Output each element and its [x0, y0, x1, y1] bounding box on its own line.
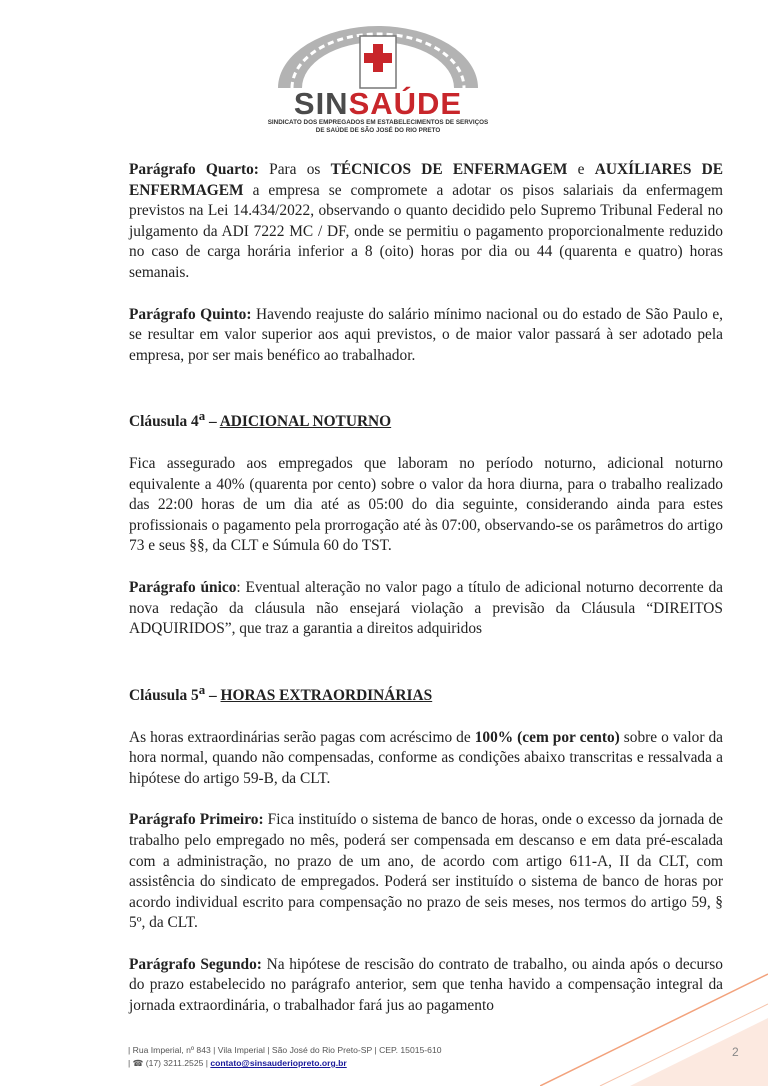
page-footer [128, 1044, 568, 1070]
text-run: Fica instituído o sistema de banco de horas, onde o excesso da jornada de trabalho pelo empregado no mês, poderá ser compensada em descanso e em data pré-escalada com a administração, no prazo de um ano, de acordo com artigo 611-A, II da CLT, com assistência do sindicato de empregados. Poderá ser instituído o sistema de banco de horas por acordo individual escrito para compensação no prazo de seis meses, nos termos do artigo 59, § 5º, da CLT. [129, 811, 723, 932]
paragrafo-unico [129, 578, 723, 640]
clausula-5-title: HORAS EXTRAORDINÁRIAS [220, 686, 433, 704]
logo-subtitle-line2: DE SAÚDE DE SÃO JOSÉ DO RIO PRETO [315, 127, 441, 134]
bold-auxiliares: AUXÍLIARES DE ENFERMAGEM [129, 161, 724, 199]
text-run: a empresa se compromete a adotar os pisos salariais da enfermagem previstos na Lei 14.434/2022, observando o quanto decidido pelo Supremo Tribunal Federal no julgamento da ADI 7222 MC / DF, onde se permitiu o pagamento proporcionalmente reduzido no caso de carga horária inferior a 8 (oito) horas por dia ou 44 (quarenta e quatro) horas semanais. [129, 181, 723, 281]
clausula-4-prefix: Cláusula 4 [129, 413, 199, 431]
footer-phone: (17) 3211.2525 | [143, 1058, 211, 1068]
heading-dash: – [205, 413, 220, 431]
text-run: As horas extraordinárias serão pagas com acréscimo de [129, 728, 475, 746]
text-run: sobre o valor da hora normal, quando não compensadas, conforme as condições abaixo transcritas e ressalvada a hipótese do artigo 59-B, da CLT. [129, 728, 723, 787]
heading-dash: – [205, 686, 221, 704]
paragrafo-primeiro [129, 810, 723, 934]
text-run: Na hipótese de rescisão do contrato de trabalho, ou ainda após o decurso do prazo estabelecido no parágrafo anterior, sem que tenha havido a compensação integral da jornada extraordinária, o trabalhador fará jus ao pagamento [129, 955, 723, 1015]
decorative-corner-lines [540, 966, 768, 1086]
phone-icon: ☎ [132, 1058, 144, 1068]
footer-contact [128, 1057, 568, 1070]
text-run: : Eventual alteração no valor pago a título de adicional noturno decorrente da nova redação da cláusula não ensejará violação a previsão da Cláusula “DIREITOS ADQUIRIDOS”, que traz a garantia a direitos adquiridos [129, 579, 723, 638]
bold-tecnicos: TÉCNICOS DE ENFERMAGEM [330, 161, 568, 178]
clausula-4-body: Fica assegurado aos empregados que laboram no período noturno, adicional noturno equivalente a 40% (quarenta por cento) sobre o valor da hora diurna, para o trabalho realizado das 22:00 horas de um dia até as 05:00 do dia seguinte, considerando ainda para estes profissionais o pagamento pela prorrogação até às 07:00, observando-se os parâmetros do artigo 73 e seus §§, da CLT e Súmula 60 do TST. [129, 455, 723, 555]
footer-email-link[interactable]: contato@sinsauderiopreto.org.br [210, 1058, 347, 1068]
clausula-5-heading [129, 680, 723, 707]
text-run: e [567, 161, 595, 178]
paragrafo-quinto [129, 305, 723, 367]
bold-100-percent: 100% (cem por cento) [474, 728, 620, 746]
paragrafo-quarto [129, 160, 723, 284]
paragrafo-quinto-label: Parágrafo Quinto: [129, 305, 252, 323]
clausula-5-body [129, 728, 723, 790]
clausula-4-sup: a [198, 409, 206, 424]
paragrafo-segundo-label: Parágrafo Segundo: [129, 955, 262, 973]
text-run: Havendo reajuste do salário mínimo nacional ou do estado de São Paulo e, se resultar em valor superior aos aqui previstos, o de maior valor passará à ser adotado pela empresa, por ser mais benéfico ao trabalhador. [129, 305, 724, 364]
logo-subtitle-line1: SINDICATO DOS EMPREGADOS EM ESTABELECIMENTOS DE SERVIÇOS [267, 119, 489, 126]
text-run: Para os [258, 161, 331, 178]
clausula-5-prefix: Cláusula 5 [129, 686, 199, 704]
document-body [129, 160, 723, 1038]
paragrafo-unico-label: Parágrafo único [129, 579, 237, 597]
clausula-5-sup: a [198, 682, 206, 697]
page-number: 2 [732, 1045, 739, 1059]
logo-wordmark [258, 88, 498, 120]
paragrafo-quarto-label: Parágrafo Quarto: [129, 161, 259, 178]
logo-name-sin: SIN [293, 86, 349, 121]
paragrafo-primeiro-label: Parágrafo Primeiro: [129, 811, 264, 829]
sinsaude-logo [258, 18, 498, 136]
clausula-4-title: ADICIONAL NOTURNO [219, 413, 392, 431]
logo-name-saude: SAÚDE [348, 86, 463, 121]
clausula-4-heading [129, 406, 723, 433]
footer-address: | Rua Imperial, nº 843 | Vila Imperial | São José do Rio Preto-SP | CEP. 15015-610 [128, 1045, 442, 1055]
footer-separator: | [128, 1058, 133, 1068]
logo-arc-graphic [258, 18, 498, 90]
